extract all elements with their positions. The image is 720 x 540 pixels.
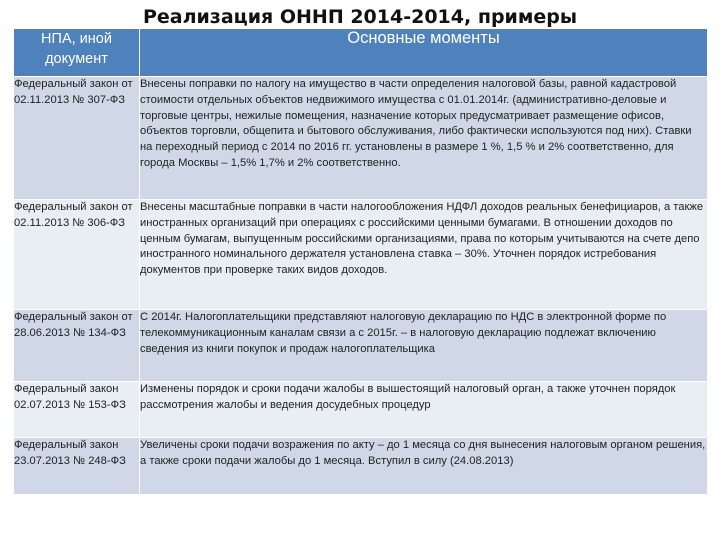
row-description-cell: Изменены порядок и сроки подачи жалобы в вышестоящий налоговый орган, а также уточнен порядок рассмотрения жалобы и ведения досудебных процедур xyxy=(140,382,708,438)
table-row xyxy=(14,438,707,495)
table-row xyxy=(14,310,707,382)
table-row xyxy=(14,382,707,438)
column-header-document: НПА, иной документ xyxy=(14,29,140,77)
row-description-cell: Внесены поправки по налогу на имущество в части определения налоговой базы, равной кадастровой стоимости отдельных объектов недвижимого имущества с 01.01.2014г. (административно-деловые и торговые центры, нежилые помещения, назначение которых предусматривает размещение офисов, объектов торговли, общепита и бытового обслуживания, либо фактически используются под них). Ставки на переходный период с 2014 по 2016 гг. установлены в размере 1 %, 1,5 % и 2% соответственно, для города Москвы – 1,5% 1,7% и 2% соответственно. xyxy=(140,77,708,200)
row-description-cell: Увеличены сроки подачи возражения по акту – до 1 месяца со дня вынесения налоговым органом решения, а также сроки подачи жалобы до 1 месяца. Вступил в силу (24.08.2013) xyxy=(140,438,708,495)
table-row xyxy=(14,77,707,200)
row-document-cell: Федеральный закон 02.07.2013 № 153-ФЗ xyxy=(14,382,140,438)
row-description-cell: Внесены масштабные поправки в части налогообложения НДФЛ доходов реальных бенефициаров, а также иностранных организаций при операциях с российскими ценными бумагами. В отношении доходов по ценным бумагам, выпущенным российскими организациями, права по которым учитываются на счете депо иностранного номинального держателя установлена ставка – 30%. Уточнен порядок истребования документов при проверке таких видов доходов. xyxy=(140,200,708,310)
table-row xyxy=(14,200,707,310)
row-document-cell: Федеральный закон 23.07.2013 № 248-ФЗ xyxy=(14,438,140,495)
npa-table xyxy=(14,29,707,495)
row-description-cell: С 2014г. Налогоплательщики представляют налоговую декларацию по НДС в электронной форме по телекоммуникационным каналам связи а с 2015г. – в налоговую декларацию подлежат включению сведения из книги покупок и продаж налогоплательщика xyxy=(140,310,708,382)
row-document-cell: Федеральный закон от 28.06.2013 № 134-ФЗ xyxy=(14,310,140,382)
row-document-cell: Федеральный закон от 02.11.2013 № 306-ФЗ xyxy=(14,200,140,310)
row-document-cell: Федеральный закон от 02.11.2013 № 307-ФЗ xyxy=(14,77,140,200)
table-header-row xyxy=(14,29,707,77)
column-header-key-points: Основные моменты xyxy=(140,29,708,77)
page-title: Реализация ОННП 2014-2014, примеры xyxy=(142,6,578,28)
